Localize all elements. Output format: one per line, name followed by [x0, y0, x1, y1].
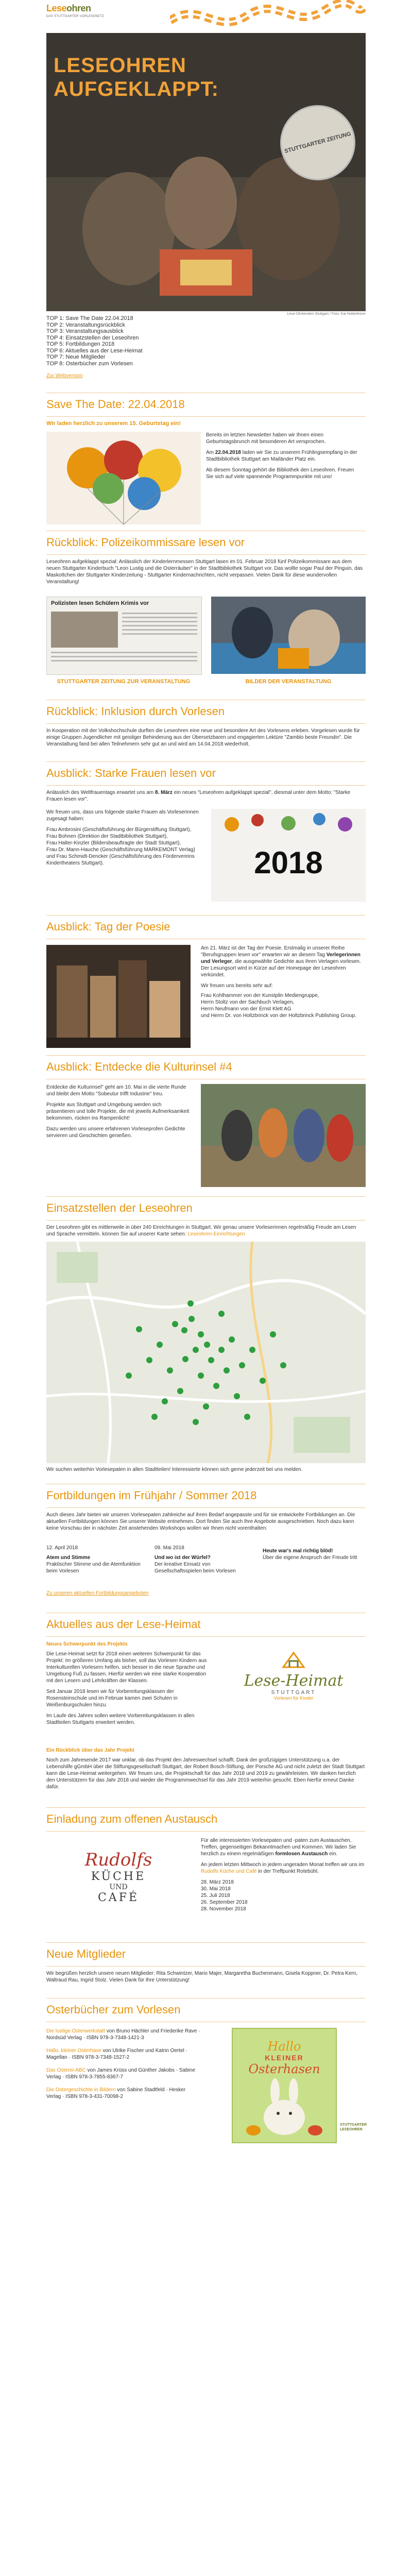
austausch-p1-pre: Für alle interessierten Vorlesepaten und -paten zum Austauschen, Treffen, gegenseitigen Bekanntmachen und Kommen. Wir laden Sie herzlich zu einem regelmäßigen: [201, 1838, 356, 1857]
toc-item[interactable]: TOP 2: Veranstaltungsrückblick: [46, 321, 126, 328]
rudolfs-link[interactable]: Rudolfs Küche und Café: [201, 1869, 257, 1874]
heimat-p2: Seit Januar 2018 lesen wir für Vorbereitungsklassen der Rosensteinschule und im Februar kamen zwei Schulen in Weißenburgschulen hinzu.: [46, 1689, 178, 1708]
mitglieder-text: Wir begrüßen herzlich unsere neuen Mitglieder: Rita Schwintzer, Mario Majer, Margaretha Buchenmann, Gisela Koppner, Dr. Petra Kern, Waltraud Rau, Ingrid Stolz. Vielen Dank für Ihre Unterstützung!: [46, 1971, 358, 1983]
section-title-starke-frauen: Ausblick: Starke Frauen lesen vor: [46, 767, 216, 779]
section-title-tag-poesie: Ausblick: Tag der Poesie: [46, 920, 170, 933]
save-date-p2-post: laden wir Sie zu unserem Frühlingsempfang in der Stadtbibliothek Stuttgart am Mailänder Platz ein.: [206, 450, 357, 462]
divider: [46, 1807, 366, 1808]
logo-subtitle: DAS STUTTGARTER VORLESENETZ: [46, 15, 105, 18]
hero-title: [54, 54, 219, 101]
divider: [46, 1220, 366, 1221]
book-title-link[interactable]: Das Osterei-ABC: [46, 2067, 86, 2073]
books-stack-image-icon: [46, 945, 191, 1048]
newspaper-clipping[interactable]: [46, 597, 202, 675]
section-title-austausch: Einladung zum offenen Austausch: [46, 1812, 218, 1825]
austausch-text: [201, 1837, 366, 1912]
heimat-text: [46, 1651, 211, 1726]
fortbildung-text: Auch dieses Jahr bieten wir unseren Vorlesepaten zahlreiche auf ihren Bedarf angepasste und für sie entwickelte Fortbildungen an. Die aktuellen Fortbildungen können Sie unserer Website entnehmen. Dort finden Sie auch Ihre Angebote ausgeschrieben. Noch dazu kann keine Vorschau der in nächster Zeit anstehenden Workshops wollen wir Ihnen nicht vorenthalten:: [46, 1512, 355, 1531]
heimat-kicker2: Ein Rückblick über das Jahr Projekt: [46, 1748, 134, 1753]
list-item: Frau Ambrosini (Geschäftsführung der Bürgerstiftung Stuttgart),: [46, 827, 192, 833]
fortbildung-head: Heute war's mal richtig blöd!: [263, 1548, 333, 1554]
fortbildung-col: [46, 1545, 144, 1574]
divider: [46, 416, 366, 417]
kulturinsel-text: [46, 1084, 191, 1139]
book-title-link[interactable]: Die lustige Osterwerkstatt: [46, 2028, 105, 2034]
starke-frauen-p2: Wir freuen uns, dass uns folgende starke Frauen als Vorleserinnen zugesagt haben:: [46, 809, 199, 822]
toc-item[interactable]: TOP 6: Aktuelles aus der Lese-Heimat: [46, 347, 143, 354]
fortbildung-link[interactable]: Zu unseren aktuellen Fortbildungsangeboten: [46, 1590, 149, 1596]
divider: [46, 915, 366, 916]
toc-item[interactable]: TOP 1: Save The Date 22.04.2018: [46, 315, 133, 321]
newspaper-heading: Polizisten lesen Schülern Krimis vor: [51, 600, 149, 606]
book-details: von Bruno Hächler und Friederike Rave · Nordsüd Verlag · ISBN 978-3-7348-1421-3: [46, 2028, 200, 2041]
starke-frauen-intro-post: ein neues "Leseohren aufgeklappt spezial", diesmal unter dem Motto: "Starke Frauen lesen vor".: [46, 790, 351, 802]
divider: [46, 1942, 366, 1943]
divider: [46, 1055, 366, 1056]
section-title-einsatzstellen: Einsatzstellen der Leseohren: [46, 1201, 193, 1214]
section-title-osterbuecher: Osterbücher zum Vorlesen: [46, 2003, 181, 2016]
rueckblick-polizei-text: Leseohren aufgeklappt spezial: Anlässlich der Kinderlernmessen Stuttgart lasen im 01. Februar 2018 fünf Polizeikommissare aus dem neuen Stuttgarter Kinderbuch "Leon Lustig und die Osterräuber" in der Stadtbibliothek Stuttgart vor. Das wollte sogar Paul der Pinguin, das Maskottchen der Stuttgarter Kinderzeitung - Stuttgarter Kindernachrichten, nicht verpassen. Vielen Dank für diese wundervollen Veranstaltung!: [46, 559, 363, 585]
list-item: Frau Kohlhammer von der Kunstplin Mediengruppe,: [201, 993, 319, 998]
hero-badge: STUTTGARTER ZEITUNG: [272, 97, 364, 189]
divider: [46, 723, 366, 724]
tag-poesie-p2: Wir freuen uns bereits sehr auf:: [201, 983, 273, 989]
logo-word-a: Lese: [46, 3, 67, 13]
webversion-link[interactable]: Zur Webversion: [46, 373, 83, 379]
hero-title-line1: LESEOHREN: [54, 54, 186, 77]
austausch-p2: [201, 1861, 366, 1875]
section-title-kulturinsel: Ausblick: Entdecke die Kulturinsel #4: [46, 1060, 232, 1073]
fortbildung-date: 09. Mai 2018: [154, 1545, 184, 1551]
divider: [46, 785, 366, 786]
einsatz-link[interactable]: Leseohren-Einrichtungen: [187, 1231, 245, 1237]
book-title-link[interactable]: Hallo, kleiner Osterhase: [46, 2048, 101, 2054]
austausch-p1-post: ein.: [328, 1851, 338, 1857]
save-date-p3: Ab diesem Sonntag gehört die Bibliothek den Leseohren. Freuen Sie sich auf viele spannende Programmpunkte mit uns!: [206, 467, 354, 480]
save-date-p2: [206, 449, 360, 463]
divider: [46, 1507, 366, 1508]
fortbildung-desc: Der kreative Einsatz von Gesellschaftsspielen beim Vorlesen: [154, 1562, 236, 1574]
tag-poesie-p1-pre: Am 21. März ist der Tag der Poesie. Erstmalig in unserer Reihe "Berufsgruppen lesen vor" erwarten wir an diesem Tag: [201, 945, 345, 958]
section-title-mitglieder: Neue Mitglieder: [46, 1947, 126, 1960]
einsatz-p2: Wir suchen weiterhin Vorlesepaten in allen Stadtteilen! Interessierte können sich gerne jederzeit bei uns melden.: [46, 1467, 303, 1472]
book-details: von Sabine Stadtfeld · Hesker Verlag · ISBN 978-3-431-70098-2: [46, 2087, 186, 2099]
book-details: von Ulrike Fischer und Katrin Oertel · Magellan · ISBN 978-3-7348-1527-2: [46, 2048, 187, 2060]
rudolfs-logo: [46, 1839, 191, 1927]
fortbildung-date: 12. April 2018: [46, 1545, 78, 1551]
cover-text: Osterhasen: [248, 2062, 320, 2076]
book-item: [46, 2087, 201, 2100]
heimat-logo-tag: Vorlesen für Kinder: [273, 1696, 314, 1701]
tag-poesie-p1: [201, 945, 366, 978]
divider: [46, 1636, 366, 1637]
logo-wordmark: [46, 3, 160, 14]
brand-mark: STUTTGARTER LESEOHREN: [340, 2123, 367, 2131]
heimat-p1: Die Lese-Heimat setzt für 2018 einen weiteren Schwerpunkt für das Projekt: Im größeren Umfang als bisher, soll das Vorlesen Kindern aus Interkulturellen Vorlesern helfen, sich besser in die neue Sprache und Umgebung Fuß zu fassen. Hierfür werden wir eine starke Kooperation mit den Lesern und Lehrkräften der Klassen.: [46, 1651, 207, 1684]
section-title-save-date: Save The Date: 22.04.2018: [46, 398, 185, 411]
list-item: 25. Juli 2018: [201, 1893, 230, 1899]
cafe-line: UND: [109, 1883, 128, 1891]
fortbildung-col: [154, 1545, 252, 1574]
toc-item[interactable]: TOP 8: Osterbücher zum Vorlesen: [46, 360, 133, 367]
list-item: 28. März 2018: [201, 1879, 234, 1885]
heimat-logo-sub: STUTTGART: [271, 1690, 316, 1696]
divider: [46, 554, 366, 555]
cover-text: Hallo: [267, 2039, 301, 2054]
austausch-p2-post: in der Treffpunkt Rotebühl.: [256, 1869, 319, 1874]
fortbildung-col: [263, 1545, 366, 1561]
list-item: und Frau Schmidt-Dencker (Geschäftsführung des Fördervereins Kindertheaters Stuttgart).: [46, 854, 195, 866]
save-date-kicker: Wir laden herzlich zu unserem 15. Geburtstag ein!: [46, 420, 181, 427]
section-title-rueckblick-inklusion: Rückblick: Inklusion durch Vorlesen: [46, 705, 225, 718]
tag-poesie-verleger: Verlegerinnen und Verleger: [201, 952, 360, 964]
section-title-rueckblick-polizei: Rückblick: Polizeikommissare lesen vor: [46, 536, 245, 549]
save-date-p1: Bereits im letzten Newsletter haben wir Ihnen einen Geburtstagsbrunch mit besonderen Art versprochen.: [206, 432, 326, 445]
fortbildung-desc: Praktischer Stimme und die Atemfunktion beim Vorlesen: [46, 1562, 141, 1574]
divider: [46, 1196, 366, 1197]
book-cover[interactable]: [232, 2028, 337, 2143]
toc-item[interactable]: TOP 7: Neue Mitglieder: [46, 354, 106, 360]
house-icon: [278, 1649, 309, 1669]
list-item: Herrn Stoltz von der Sachbuch Verlagen,: [201, 999, 295, 1005]
heimat-p4: Noch zum Jahresende 2017 war unklar, ob das Projekt den Jahreswechsel schafft. Dank der großzügigen Unterstützung u.a. der Lebenshilfe gGmbH über die Stiftungsgesellschaft Stuttgart, der Robert Bosch-Stiftung, der Porsche AG und nicht zuletzt der Stadt Stuttgart kann die Lese-Heimat weitergehen. Wir freuen uns, die Projektschaft für das Jahr 2018 und 2019 zu gewährleisten. Wir danken herzlich den Unterstützern für das Jahr 2018 und wieder die Programmwechsel für das Jahr 2019 weiterhin gesucht. Eben hierfür erneut Danke dafür.: [46, 1757, 365, 1790]
cafe-line: CAFÉ: [97, 1891, 140, 1904]
hero-image: [46, 33, 366, 311]
toc-item[interactable]: TOP 5: Fortbildungen 2018: [46, 341, 115, 347]
map-icon[interactable]: [46, 1242, 366, 1463]
event-photo-icon[interactable]: [211, 597, 366, 674]
balloons-image-icon: [46, 432, 201, 524]
decorative-stripe-icon: [170, 0, 366, 31]
starke-frauen-intro: [46, 789, 366, 803]
starke-frauen-date: 8. März: [155, 790, 173, 795]
tag-poesie-p1-post: , die ausgewählte Gedichte aus ihren Verlagen vorlesen. Der Lesungsort wird in Kürze auf der Homepage der Leseohren verkündet.: [201, 959, 361, 978]
starke-frauen-intro-pre: Anlässlich des Weltfrauentags erwartet uns am: [46, 790, 156, 795]
heimat-kicker1: Neues Schwerpunkt des Projekts: [46, 1641, 128, 1647]
oster-list: [46, 2028, 201, 2100]
book-title-link[interactable]: Die Ostergeschichte in Bildern: [46, 2087, 116, 2093]
austausch-p2-pre: An jedem letzten Mittwoch in jedem ungeraden Monat treffen wir uns im: [201, 1862, 365, 1868]
newspaper-columns-icon: [47, 609, 201, 671]
logo[interactable]: [46, 3, 160, 30]
heimat-p3: Im Laufe des Jahres sollen weitere Vorbereitungsklassen in allen Stadtteilen Stuttgarts erweitert werden.: [46, 1713, 195, 1725]
save-date-date: 22.04.2018: [215, 450, 241, 455]
section-title-lese-heimat: Aktuelles aus der Lese-Heimat: [46, 1618, 201, 1631]
header: [46, 0, 366, 33]
divider: [46, 1831, 366, 1832]
heimat-logo-text: Lese-Heimat: [244, 1672, 344, 1690]
table-of-contents: [46, 315, 201, 380]
bunny-icon: [233, 2076, 336, 2138]
austausch-bold: formlosen Austausch: [275, 1851, 328, 1857]
save-date-p2-pre: Am: [206, 450, 215, 455]
toc-item[interactable]: TOP 4: Einsatzstellen der Leseohren: [46, 334, 139, 341]
kulturinsel-photo-icon: [201, 1084, 366, 1187]
book-item: [46, 2028, 201, 2041]
kulturinsel-p3: Dazu werden uns unsere erfahrenen Vorleseprofen Gedichte servieren und Geschichten genießen.: [46, 1126, 185, 1139]
fortbildung-head: Atem und Stimme: [46, 1555, 91, 1561]
cafe-line: Rudolfs: [84, 1850, 152, 1870]
kulturinsel-p2: Projekte aus Stuttgart und Umgebung werden sich präsentieren und tolle Projekte, die mit jeweils Aufmerksamkeit bekommen, rücken ins Rampenlicht!: [46, 1102, 190, 1121]
logo-word-b: ohren: [66, 3, 91, 13]
list-item: 30. Mai 2018: [201, 1886, 231, 1892]
2018-image: [211, 809, 366, 902]
save-date-text: [206, 432, 360, 480]
divider: [46, 761, 366, 762]
fortbildung-head: Und wo ist der Würfel?: [154, 1555, 211, 1561]
book-details: von James Krüss und Günther Jakobs · Sabine Verlag · ISBN 978-3-7855-8367-7: [46, 2067, 196, 2080]
einsatz-p: Der Leseohren gibt es mittlerweile in über 240 Einrichtungen in Stuttgart. Wir genau unsere Vorleserinnen regelmäßig Freude am Lesen und Sprache vermitteln. können Sie auf unserer Karte sehen:: [46, 1225, 356, 1237]
book-item: [46, 2047, 201, 2061]
tag-poesie-text: [201, 945, 366, 1019]
austausch-p1: [201, 1837, 366, 1857]
toc-item[interactable]: TOP 3: Veranstaltungsausblick: [46, 328, 124, 334]
starke-frauen-list: [46, 809, 201, 867]
list-item: Frau Halter-Kinzler (Bildersbeauftragte der Stadt Stuttgart),: [46, 840, 181, 846]
hero-caption: Lese-Ohrkenden Stuttgart / Foto: Kai Hoberleiner: [287, 312, 366, 316]
list-item: 26. September 2018: [201, 1900, 248, 1905]
einsatz-text: [46, 1224, 366, 1238]
divider: [46, 1966, 366, 1967]
list-item: und Herrn Dr. von Holtzbrinck von der Holtzbrinck Publishing Group.: [201, 1013, 356, 1019]
lese-heimat-logo: [232, 1649, 355, 1710]
cover-text: KLEINER: [265, 2054, 304, 2062]
list-item: Herrn Neufmann von der Ernst Klett AG: [201, 1006, 291, 1012]
kulturinsel-p1: Entdecke die Kulturinsel" geht am 10. Mai in die vierte Runde und bleibt dem Motto "Sobeutur trifft Industrie" treu.: [46, 1084, 186, 1097]
rueckblick-inklusion-text: In Kooperation mit der Volkshochschule durften die Leseohren eine neue und besondere Art des Vorlesens erleben. Vorgelesen wurde für einige Gruppen Jugendlicher mit geistiger Behinderung aus der Übersetzbaren und engagierten Lektüre "Zamblo beste Freundin". Die Veranstaltung fand bei allen Teilnehmern sehr gut an und wird am 14.04.2018 wiederholt.: [46, 728, 360, 747]
year-2018: 2018: [254, 845, 323, 880]
caption-link-bilder[interactable]: BILDER DER VERANSTALTUNG: [245, 679, 332, 685]
section-title-fortbildungen: Fortbildungen im Frühjahr / Sommer 2018: [46, 1489, 257, 1502]
cafe-line: KÜCHE: [91, 1870, 146, 1883]
hero-title-line2: AUFGEKLAPPT:: [54, 78, 219, 100]
list-item: 28. November 2018: [201, 1906, 246, 1912]
caption-link-zeitung[interactable]: STUTTGARTER ZEITUNG ZUR VERANSTALTUNG: [57, 679, 191, 685]
book-item: [46, 2067, 201, 2080]
list-item: Frau Bohnen (Direktion der Stadtbibliothek Stuttgart),: [46, 834, 168, 839]
fortbildung-desc: Über die eigene Anspruch der Freude tritt: [263, 1555, 357, 1561]
list-item: Frau Dr. Mann-Hauche (Geschäftsführung MARKEMONT Verlag): [46, 847, 195, 853]
